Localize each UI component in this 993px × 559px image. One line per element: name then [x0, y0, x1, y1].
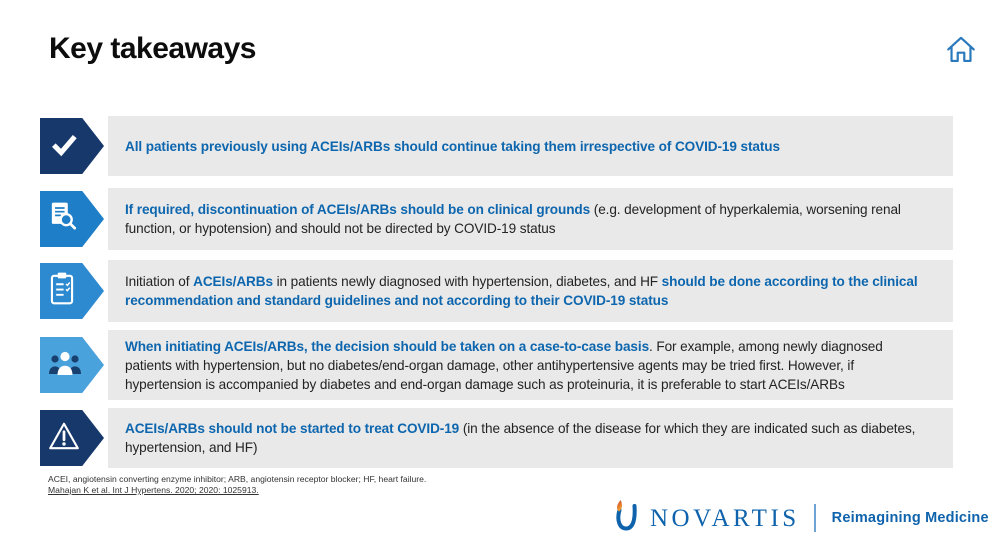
people-icon [40, 348, 83, 383]
page-title: Key takeaways [49, 32, 256, 65]
home-icon [944, 58, 978, 73]
takeaway-3-detail: in patients newly diagnosed with hypertension, diabetes, and HF [272, 274, 662, 289]
takeaway-2-statement: If required, discontinuation of ACEIs/ARBs should be on clinical grounds [125, 202, 591, 217]
people-badge [40, 337, 104, 393]
takeaway-3-intro: Initiation of [125, 274, 194, 289]
clipboard-badge [40, 263, 104, 319]
novartis-tagline: Reimagining Medicine [831, 510, 989, 526]
novartis-logo [612, 498, 989, 538]
document-search-badge [40, 191, 104, 247]
warning-icon [40, 420, 81, 457]
takeaway-row-2 [40, 188, 953, 250]
takeaway-text-5 [108, 408, 953, 468]
logo-divider [814, 504, 816, 532]
takeaway-5-statement: ACEIs/ARBs should not be started to treat COVID-19 [125, 421, 460, 436]
takeaway-row-1 [40, 116, 953, 176]
takeaway-4-statement: When initiating ACEIs/ARBs, the decision should be taken on a case-to-case basis [125, 338, 650, 354]
clipboard-icon [40, 271, 77, 312]
takeaway-4-detail: . For example, among newly diagnosed patients with hypertension, but no diabetes/end-organ damage, other antihypertensive agents may be tried first. However, if hypertension is accompanied by diabetes and end-organ damage such as proteinuria, it is preferable to start ACEIs/ARBs [125, 338, 883, 392]
citation-link[interactable]: Mahajan K et al. Int J Hypertens. 2020; 2020: 1025913. [48, 485, 259, 495]
check-icon [40, 127, 81, 166]
takeaway-row-5 [40, 408, 953, 468]
document-search-icon [40, 200, 79, 239]
takeaway-row-4 [40, 330, 953, 400]
takeaway-5-detail: (in the absence of the disease for which they are indicated such as diabetes, hypertension, and HF) [125, 421, 916, 455]
novartis-wordmark: NOVARTIS [650, 505, 800, 532]
check-badge [40, 118, 104, 174]
takeaway-text-4 [108, 330, 953, 400]
warning-badge [40, 410, 104, 466]
novartis-flame-icon [612, 498, 638, 539]
home-button[interactable] [944, 30, 978, 70]
takeaway-row-3 [40, 260, 953, 322]
footnote-abbreviations: ACEI, angiotensin converting enzyme inhibitor; ARB, angiotensin receptor blocker; HF, heart failure. [48, 474, 427, 484]
takeaway-text-2 [108, 188, 953, 250]
takeaway-2-detail: (e.g. development of hyperkalemia, worsening renal function, or hypotension) and should not be directed by COVID-19 status [125, 202, 901, 236]
takeaway-1-statement: All patients previously using ACEIs/ARBs should continue taking them irrespective of COVID-19 status [125, 138, 780, 154]
footnote [48, 474, 426, 496]
takeaway-text-3 [108, 260, 953, 322]
takeaway-3-statement: should be done according to the clinical recommendation and standard guidelines and not according to their COVID-19 status [125, 274, 918, 308]
takeaway-3-drug: ACEIs/ARBs [193, 274, 273, 289]
takeaway-text-1 [108, 116, 953, 176]
